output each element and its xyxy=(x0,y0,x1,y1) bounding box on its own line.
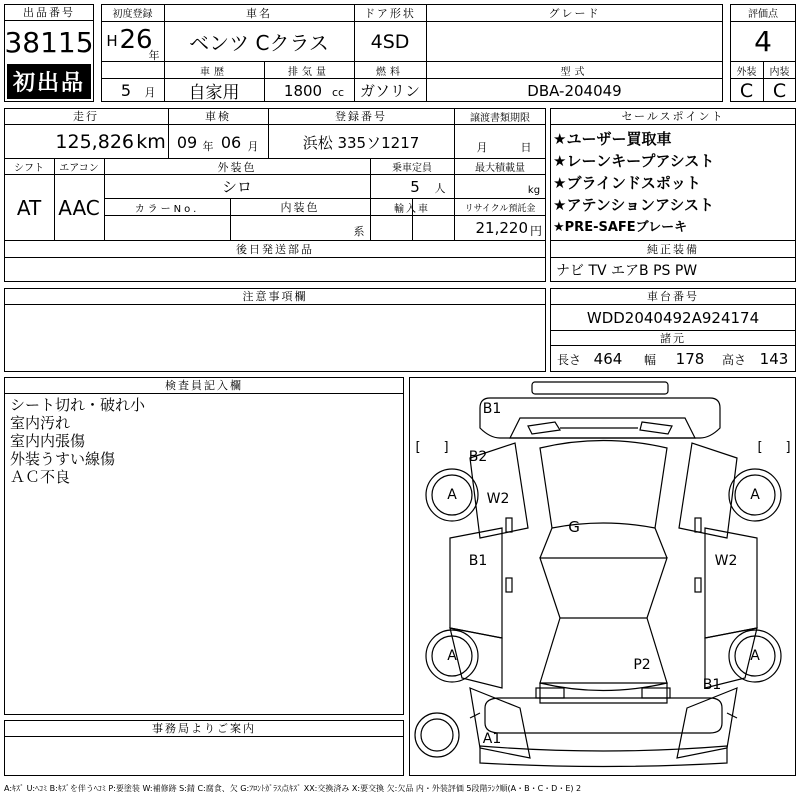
color-no-label: カラーNo. xyxy=(134,203,200,215)
office-label: 事務局よりご案内 xyxy=(152,722,256,735)
month-unit: 月 xyxy=(144,86,156,99)
displacement-unit: cc xyxy=(331,85,345,99)
interior-color-label: 内装色 xyxy=(280,201,320,214)
exterior-color-value: シロ xyxy=(221,178,252,196)
reg-month: 5 xyxy=(120,80,132,100)
selling-point: ★ユーザー買取車 xyxy=(553,130,672,148)
tire-mark: A xyxy=(447,487,457,503)
inspection-label: 車検 xyxy=(205,110,231,123)
bracket-left: [ xyxy=(757,440,763,454)
bracket-right: ] xyxy=(443,440,449,454)
interior-grade-label: 内装 xyxy=(769,66,790,78)
mileage-value: 125,826 xyxy=(55,131,134,153)
lot-number-label: 出品番号 xyxy=(4,4,94,21)
reg-year: 26 xyxy=(119,25,153,55)
damage-mark: P2 xyxy=(633,657,651,673)
selling-points-list xyxy=(553,128,793,238)
grade-value xyxy=(426,22,723,61)
fuel-label: 燃料 xyxy=(376,66,404,78)
chassis-label: 車台番号 xyxy=(647,290,699,303)
damage-mark: W2 xyxy=(714,553,738,569)
ac-label: エアコン xyxy=(59,163,99,174)
year-unit: 年 xyxy=(148,49,160,62)
displacement-label: 排気量 xyxy=(288,66,330,78)
door-type: 4SD xyxy=(370,30,410,53)
inspector-line: 外装うすい線傷 xyxy=(10,450,116,468)
later-parts-label: 後日発送部品 xyxy=(236,243,314,256)
bracket-left: [ xyxy=(415,440,421,454)
notes-label: 注意事項欄 xyxy=(242,290,308,303)
car-diagram xyxy=(409,377,796,776)
displacement-value: 1800 xyxy=(283,81,323,100)
shift-label: シフト xyxy=(14,163,44,174)
damage-mark: G xyxy=(568,518,580,536)
transfer-month-unit: 月 xyxy=(476,141,488,154)
dims-label: 諸元 xyxy=(660,332,686,345)
transfer-deadline-label: 譲渡書類期限 xyxy=(470,112,530,124)
damage-mark: B1 xyxy=(468,553,488,569)
inspector-line: 室内汚れ xyxy=(10,414,71,432)
width-label: 幅 xyxy=(643,352,656,367)
car-name-label: 車名 xyxy=(246,6,272,20)
inspector-line: ＡＣ不良 xyxy=(10,468,71,486)
width-value: 178 xyxy=(675,350,705,368)
transfer-day-unit: 日 xyxy=(520,141,532,154)
equipment-value: ナビ TV エアB PS PW xyxy=(556,263,698,279)
inspection-year-unit: 年 xyxy=(202,140,214,153)
interior-grade: C xyxy=(772,79,787,102)
interior-color-unit: 系 xyxy=(353,225,365,238)
recycle-unit: 円 xyxy=(529,223,542,238)
mileage-label: 走行 xyxy=(73,110,99,123)
era: H xyxy=(106,32,118,50)
history-label: 車歴 xyxy=(200,66,228,78)
height-label: 高さ xyxy=(721,352,746,367)
length-label: 長さ xyxy=(556,352,581,367)
capacity-label: 乗車定員 xyxy=(392,163,432,174)
tire-mark: A xyxy=(750,487,760,503)
ac-value: AAC xyxy=(58,195,100,220)
capacity-value: 5 xyxy=(410,177,420,196)
exterior-color-label: 外装色 xyxy=(217,160,257,174)
score-value: 4 xyxy=(754,25,772,58)
height-value: 143 xyxy=(759,350,789,368)
chassis-number: WDD2040492A924174 xyxy=(586,308,760,327)
damage-mark: B2 xyxy=(468,449,488,465)
max-load-unit: kg xyxy=(527,184,541,196)
first-reg-label: 初度登録 xyxy=(112,9,153,20)
inspector-label: 検査員記入欄 xyxy=(165,379,243,392)
fuel-value: ガソリン xyxy=(359,82,420,100)
damage-mark: B1 xyxy=(482,401,502,417)
capacity-unit: 人 xyxy=(434,182,446,195)
car-outline xyxy=(410,378,797,777)
selling-point: ★レーンキープアシスト xyxy=(553,152,715,170)
tire-mark: A xyxy=(750,648,760,664)
recycle-value: 21,220 xyxy=(475,219,528,237)
grade-label: グレード xyxy=(548,6,601,20)
inspector-line: シート切れ・破れ小 xyxy=(10,396,146,414)
shift-value: AT xyxy=(16,195,42,220)
plate-label: 登録番号 xyxy=(335,110,387,123)
inspection-month-unit: 月 xyxy=(247,140,259,153)
model-label: 型式 xyxy=(560,66,589,78)
door-label: ドア形状 xyxy=(364,6,416,20)
inspector-notes xyxy=(10,396,400,486)
history-value: 自家用 xyxy=(188,83,240,102)
lot-number: 38115 xyxy=(4,25,94,59)
selling-point: ★アテンションアシスト xyxy=(553,196,714,214)
damage-mark: A1 xyxy=(482,731,502,747)
first-listing-badge: 初出品 xyxy=(7,64,91,99)
plate-value: 浜松 335ソ1217 xyxy=(302,133,420,152)
exterior-grade: C xyxy=(739,79,754,102)
import-label: 輸入車 xyxy=(394,203,430,215)
exterior-grade-label: 外装 xyxy=(736,66,757,78)
inspection-year: 09 xyxy=(176,132,198,152)
car-name: ベンツ Cクラス xyxy=(189,31,329,55)
inspector-line: 室内内張傷 xyxy=(10,432,86,450)
inspection-month: 06 xyxy=(220,132,242,152)
model-value: DBA-204049 xyxy=(527,81,622,100)
bracket-right: ] xyxy=(785,440,791,454)
damage-mark: W2 xyxy=(486,491,510,507)
recycle-label: リサイクル預託金 xyxy=(464,203,536,214)
score-label: 評価点 xyxy=(748,9,778,20)
damage-mark: B1 xyxy=(702,677,722,693)
max-load-label: 最大積載量 xyxy=(475,163,525,174)
mileage-unit: km xyxy=(136,131,166,153)
selling-points-label: セールスポイント xyxy=(621,110,725,123)
selling-point: ★ブラインドスポット xyxy=(553,174,701,192)
equipment-label: 純正装備 xyxy=(647,243,699,256)
length-value: 464 xyxy=(593,350,623,368)
selling-point: ★PRE-SAFEブレーキ xyxy=(553,220,688,235)
legend-text: A:ｷｽﾞ U:ﾍｺﾐ B:ｷｽﾞを伴うﾍｺﾐ P:要塗装 W:補修跡 S:錆 C:腐食、欠 G:ﾌﾛﾝﾄｶﾞﾗｽ点ｷｽﾞ XX:交換済み X:要交換 欠:欠品 内・外装評価 5段階ﾗﾝｸ順(A・B・C・D・E) 2 xyxy=(4,783,582,793)
tire-mark: A xyxy=(447,648,457,664)
